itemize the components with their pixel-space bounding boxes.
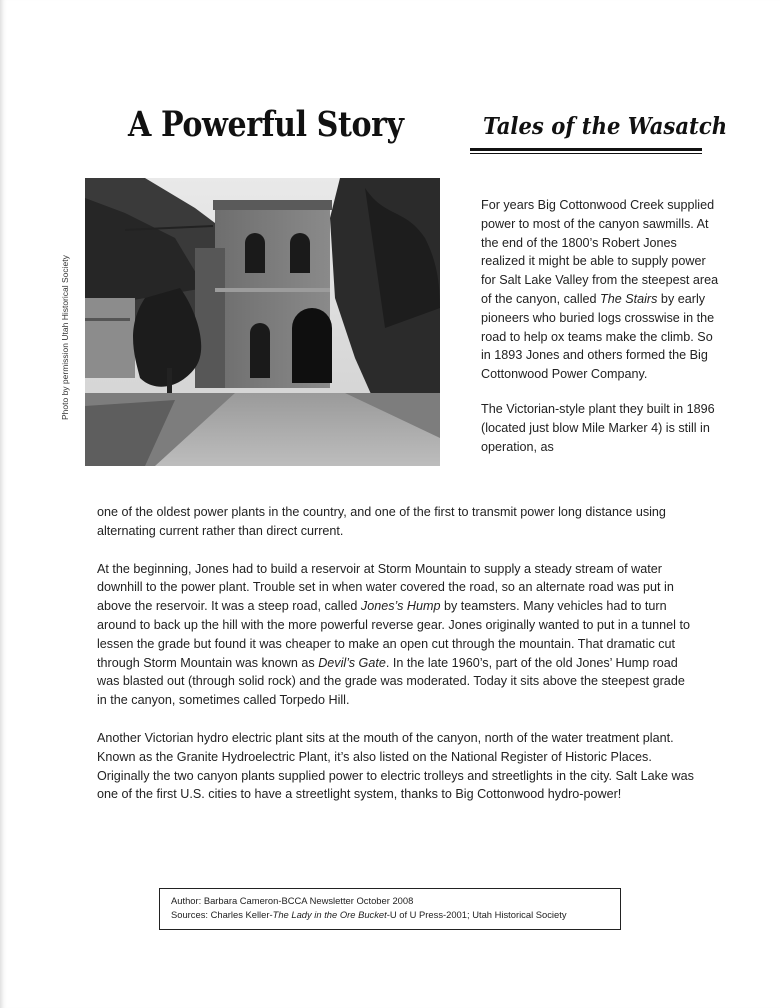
paragraph-1: For years Big Cottonwood Creek supplied power to most of the canyon sawmills. At the end of the 1800’s Robert Jones realized it might be able to supply power for Salt Lake Valley from the steepest area of the canyon, called The Stairs by early pioneers who buried logs crosswise in the road to help ox teams make the climb. So in 1893 Jones and others formed the Big Cottonwood Power Company. <box>481 198 719 382</box>
power-plant-photo <box>85 178 440 466</box>
intro-column <box>481 196 721 472</box>
sources-line: Sources: Charles Keller-The Lady in the Ore Bucket-U of U Press-2001; Utah Historical Society <box>171 909 567 920</box>
paragraph-4: Another Victorian hydro electric plant sits at the mouth of the canyon, north of the water treatment plant. Known as the Granite Hydroelectric Plant, it’s also listed on the National Register of Historic Places. Originally the two canyon plants supplied power to electric trolleys and streetlights in the city. Salt Lake was one of the first U.S. cities to have a streetlight system, thanks to Big Cottonwood hydro-power! <box>97 730 694 802</box>
photo-credit: Photo by permission Utah Historical Society <box>60 255 70 420</box>
page-title: A Powerful Story <box>128 104 404 145</box>
sources-box <box>159 888 621 930</box>
author-line: Author: Barbara Cameron-BCCA Newsletter October 2008 <box>171 895 414 906</box>
paragraph-3: At the beginning, Jones had to build a reservoir at Storm Mountain to supply a steady stream of water downhill to the power plant. Trouble set in when water covered the road, so an alternate road was put in above the reservoir. It was a steep road, called Jones’s Hump by teamsters. Many vehicles had to turn around to back up the hill with the more powerful reverse gear. Jones originally wanted to put in a tunnel to lessen the grade but found it was cheaper to make an open cut through the mountain. That dramatic cut through Storm Mountain was known as Devil’s Gate. In the late 1960’s, part of the old Jones’ Hump road was blasted out (through solid rock) and the grade was moderated. Today it sits above the steepest grade in the canyon, sometimes called Torpedo Hill. <box>97 561 690 708</box>
series-underline-thin <box>470 153 702 154</box>
body-text <box>97 503 697 823</box>
series-title: Tales of the Wasatch <box>483 113 728 140</box>
paragraph-2-continued: one of the oldest power plants in the country, and one of the first to transmit power long distance using alternating current rather than direct current. <box>97 505 666 538</box>
series-underline <box>470 148 702 151</box>
paragraph-2-start: The Victorian-style plant they built in 1896 (located just blow Mile Marker 4) is still in operation, as <box>481 401 715 454</box>
